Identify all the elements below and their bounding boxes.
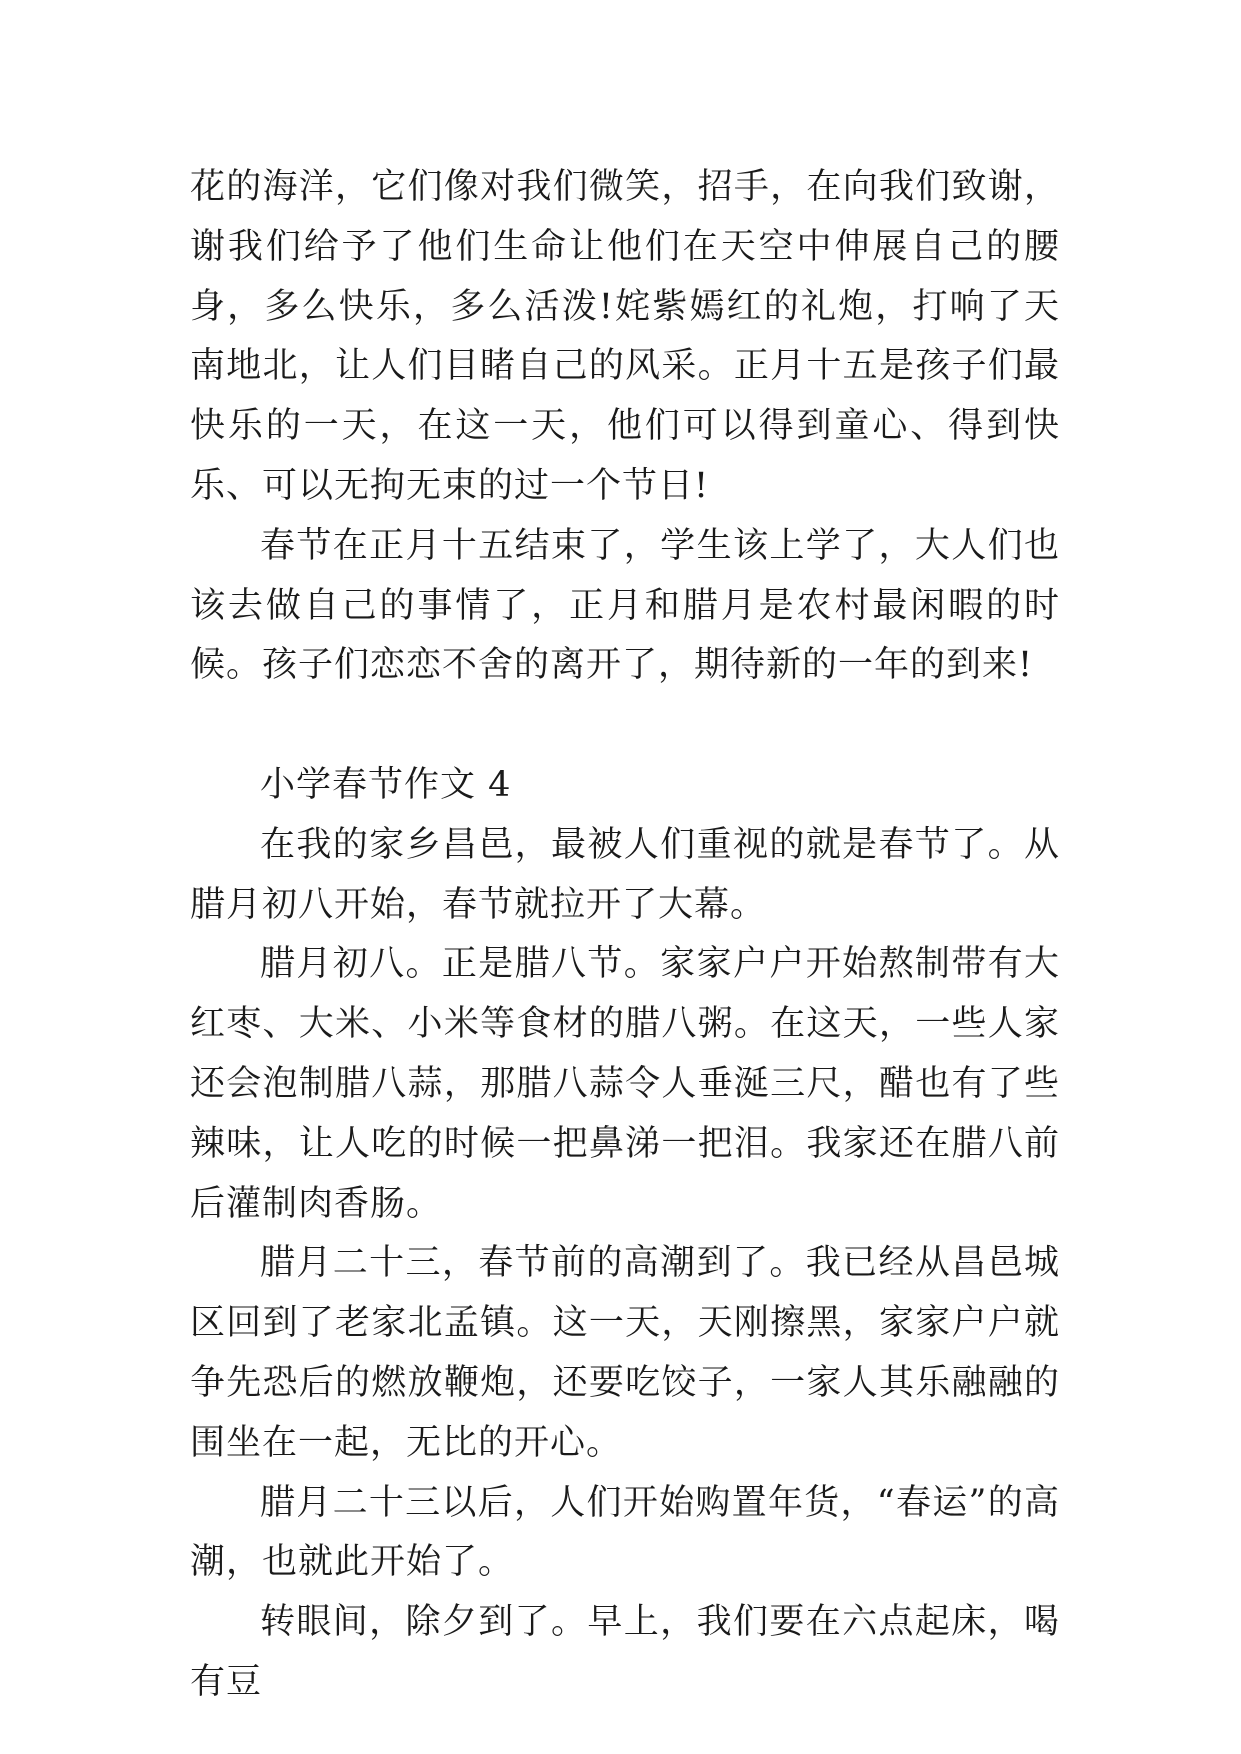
document-body: [190, 158, 1060, 1713]
paragraph-3: 在我的家乡昌邑，最被人们重视的就是春节了。从腊月初八开始，春节就拉开了大幕。: [190, 824, 1060, 925]
paragraph-1: 花的海洋，它们像对我们微笑，招手，在向我们致谢，谢我们给予了他们生命让他们在天空中伸展自己的腰身，多么快乐，多么活泼!姹紫嫣红的礼炮，打响了天南地北，让人们目睹自己的风采。正月十五是孩子们最快乐的一天，在这一天，他们可以得到童心、得到快乐、可以无拘无束的过一个节日!: [190, 167, 1060, 506]
section-heading: 小学春节作文 4: [260, 764, 512, 805]
paragraph-5: 腊月二十三，春节前的高潮到了。我已经从昌邑城区回到了老家北孟镇。这一天，天刚擦黑，家家户户就争先恐后的燃放鞭炮，还要吃饺子，一家人其乐融融的围坐在一起，无比的开心。: [190, 1243, 1060, 1463]
section-gap: [190, 696, 1060, 756]
paragraph-2: 春节在正月十五结束了，学生该上学了，大人们也该去做自己的事情了，正月和腊月是农村最闲暇的时候。孩子们恋恋不舍的离开了，期待新的一年的到来!: [190, 525, 1060, 686]
paragraph-7: 转眼间，除夕到了。早上，我们要在六点起床，喝有豆: [190, 1602, 1060, 1702]
paragraph-6: 腊月二十三以后，人们开始购置年货，“春运”的高潮，也就此开始了。: [190, 1482, 1060, 1583]
paragraph-4: 腊月初八。正是腊八节。家家户户开始熬制带有大红枣、大米、小米等食材的腊八粥。在这天，一些人家还会泡制腊八蒜，那腊八蒜令人垂涎三尺，醋也有了些辣味，让人吃的时候一把鼻涕一把泪。我家还在腊八前后灌制肉香肠。: [190, 944, 1060, 1224]
